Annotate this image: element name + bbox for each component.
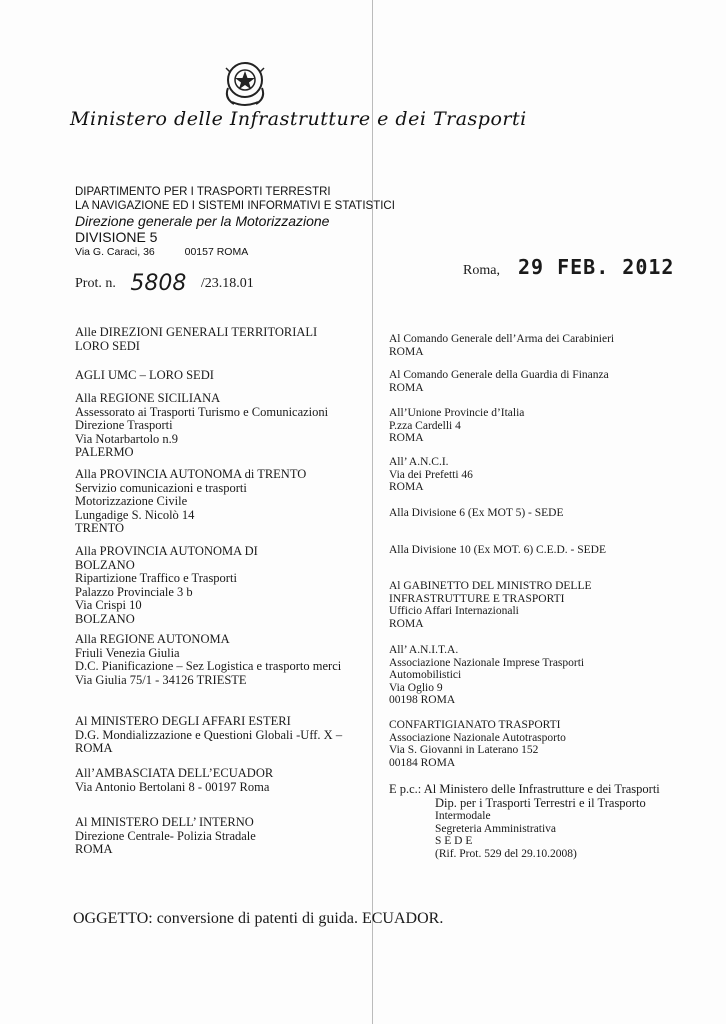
recipient-line: Ripartizione Traffico e Trasporti xyxy=(75,571,237,585)
protocol-number: 5808 xyxy=(130,271,187,296)
recipient-line: ROMA xyxy=(389,432,424,445)
recipient-line: Al GABINETTO DEL MINISTRO DELLE xyxy=(389,580,592,592)
recipient-line: Al MINISTERO DELL’ INTERNO xyxy=(75,815,254,829)
recipient-line: BOLZANO xyxy=(75,557,135,572)
cc-line: Segreteria Amministrativa xyxy=(435,822,557,835)
recipient-block xyxy=(75,392,328,460)
recipient-line: TRENTO xyxy=(75,521,125,535)
recipient-line: ROMA xyxy=(389,617,424,630)
protocol-suffix: /23.18.01 xyxy=(200,276,254,291)
cc-line: Intermodale xyxy=(435,810,491,822)
recipient-line: Al Comando Generale della Guardia di Finanza xyxy=(389,369,609,381)
recipient-line: Alla Divisione 6 (Ex MOT 5) - SEDE xyxy=(389,507,564,519)
ministry-title: Ministero delle Infrastrutture e dei Trasporti xyxy=(70,108,527,130)
recipient-block xyxy=(389,544,606,557)
page-fold-line xyxy=(372,0,373,1024)
recipient-line: Alla PROVINCIA AUTONOMA DI xyxy=(75,544,258,558)
recipient-line: AGLI UMC – LORO SEDI xyxy=(75,368,214,382)
recipient-line: Automobilistici xyxy=(389,669,462,682)
cc-block xyxy=(389,783,660,860)
recipient-block xyxy=(389,407,524,445)
recipient-block xyxy=(389,719,566,769)
recipient-line: INFRASTRUTTURE E TRASPORTI xyxy=(389,592,565,605)
recipient-line: CONFARTIGIANATO TRASPORTI xyxy=(389,719,561,731)
recipient-line: Direzione Trasporti xyxy=(75,418,173,432)
recipient-line: Via dei Prefetti 46 xyxy=(389,468,473,481)
recipient-line: 00198 ROMA xyxy=(389,694,456,707)
recipient-line: Friuli Venezia Giulia xyxy=(75,645,180,660)
recipient-block xyxy=(75,468,306,536)
recipient-line: Al MINISTERO DEGLI AFFARI ESTERI xyxy=(75,714,291,728)
date-stamp: 29 FEB. 2012 xyxy=(517,255,675,279)
recipient-block xyxy=(75,545,258,626)
date-line xyxy=(463,255,674,279)
recipient-line: D.C. Pianificazione – Sez Logistica e trasporto merci xyxy=(75,659,342,673)
recipient-block xyxy=(389,507,564,520)
office-address xyxy=(75,246,248,258)
recipient-line: Associazione Nazionale Imprese Trasporti xyxy=(389,656,585,669)
recipient-line: Direzione Centrale- Polizia Stradale xyxy=(75,828,256,843)
recipient-block xyxy=(389,644,584,707)
cc-line: (Rif. Prot. 529 del 29.10.2008) xyxy=(435,847,577,860)
protocol-label: Prot. n. xyxy=(75,276,116,291)
divisione: DIVISIONE 5 xyxy=(75,229,158,245)
date-city: Roma, xyxy=(463,263,500,278)
recipient-block xyxy=(75,369,214,383)
recipient-block xyxy=(389,580,592,630)
recipient-block xyxy=(75,326,317,353)
recipient-line: P.zza Cardelli 4 xyxy=(389,419,461,432)
recipient-line: ROMA xyxy=(75,842,113,856)
cc-first-line: E p.c.: Al Ministero delle Infrastrutture e dei Trasporti xyxy=(389,782,660,796)
italian-republic-emblem-icon xyxy=(222,58,268,108)
recipient-line: Associazione Nazionale Autotrasporto xyxy=(389,731,566,744)
cc-line: S E D E xyxy=(435,835,473,848)
recipient-line: Via Notarbartolo n.9 xyxy=(75,431,179,446)
direzione-generale: Direzione generale per la Motorizzazione xyxy=(75,213,330,229)
recipient-line: Alla REGIONE AUTONOMA xyxy=(75,632,230,646)
recipient-line: All’AMBASCIATA DELL’ECUADOR xyxy=(75,766,274,780)
department-line-1: DIPARTIMENTO PER I TRASPORTI TERRESTRI xyxy=(75,186,331,198)
recipient-line: Via Oglio 9 xyxy=(389,681,443,694)
recipient-line: Lungadige S. Nicolò 14 xyxy=(75,507,195,522)
recipient-line: ROMA xyxy=(389,481,424,494)
recipient-line: Assessorato ai Trasporti Turismo e Comunicazioni xyxy=(75,404,329,419)
subject-line: OGGETTO: conversione di patenti di guida. ECUADOR. xyxy=(73,910,444,927)
recipient-line: ROMA xyxy=(75,741,113,755)
recipient-line: PALERMO xyxy=(75,445,134,459)
recipient-line: Ufficio Affari Internazionali xyxy=(389,605,519,618)
postcode-city: 00157 ROMA xyxy=(184,246,249,258)
recipient-line: Motorizzazione Civile xyxy=(75,494,188,508)
recipient-block xyxy=(75,633,341,687)
recipient-block xyxy=(75,767,273,794)
recipient-line: Alle DIREZIONI GENERALI TERRITORIALI xyxy=(75,325,318,339)
recipient-line: Palazzo Provinciale 3 b xyxy=(75,584,193,599)
recipient-block xyxy=(389,456,473,494)
recipient-line: Via Antonio Bertolani 8 - 00197 Roma xyxy=(75,779,270,794)
recipient-line: ROMA xyxy=(389,381,424,394)
protocol-line xyxy=(75,271,254,296)
street-address: Via G. Caraci, 36 xyxy=(75,246,155,258)
recipient-line: Via Crispi 10 xyxy=(75,598,142,612)
recipient-line: All’ A.N.C.I. xyxy=(389,456,449,468)
recipient-line: Al Comando Generale dell’Arma dei Carabinieri xyxy=(389,333,615,345)
recipient-line: LORO SEDI xyxy=(75,338,140,353)
recipient-block xyxy=(389,333,614,358)
department-line-2: LA NAVIGAZIONE ED I SISTEMI INFORMATIVI E STATISTICI xyxy=(75,200,395,212)
recipient-block xyxy=(75,715,342,756)
recipient-block xyxy=(389,369,609,394)
recipient-block xyxy=(75,816,256,857)
cc-line: Dip. per i Trasporti Terrestri e il Trasporto xyxy=(435,795,646,810)
recipient-line: All’ A.N.I.T.A. xyxy=(389,644,459,656)
recipient-line: Via S. Giovanni in Laterano 152 xyxy=(389,744,539,757)
recipient-line: ROMA xyxy=(389,345,424,358)
recipient-line: Via Giulia 75/1 - 34126 TRIESTE xyxy=(75,672,247,687)
recipient-line: Alla Divisione 10 (Ex MOT. 6) C.E.D. - SEDE xyxy=(389,544,606,556)
recipient-line: BOLZANO xyxy=(75,611,135,626)
recipient-line: 00184 ROMA xyxy=(389,756,456,769)
recipient-line: D.G. Mondializzazione e Questioni Globali -Uff. X – xyxy=(75,727,343,742)
recipient-line: Alla REGIONE SICILIANA xyxy=(75,391,221,405)
recipient-line: Servizio comunicazioni e trasporti xyxy=(75,480,247,495)
recipient-line: All’Unione Provincie d’Italia xyxy=(389,407,525,419)
recipient-line: Alla PROVINCIA AUTONOMA di TRENTO xyxy=(75,467,307,481)
